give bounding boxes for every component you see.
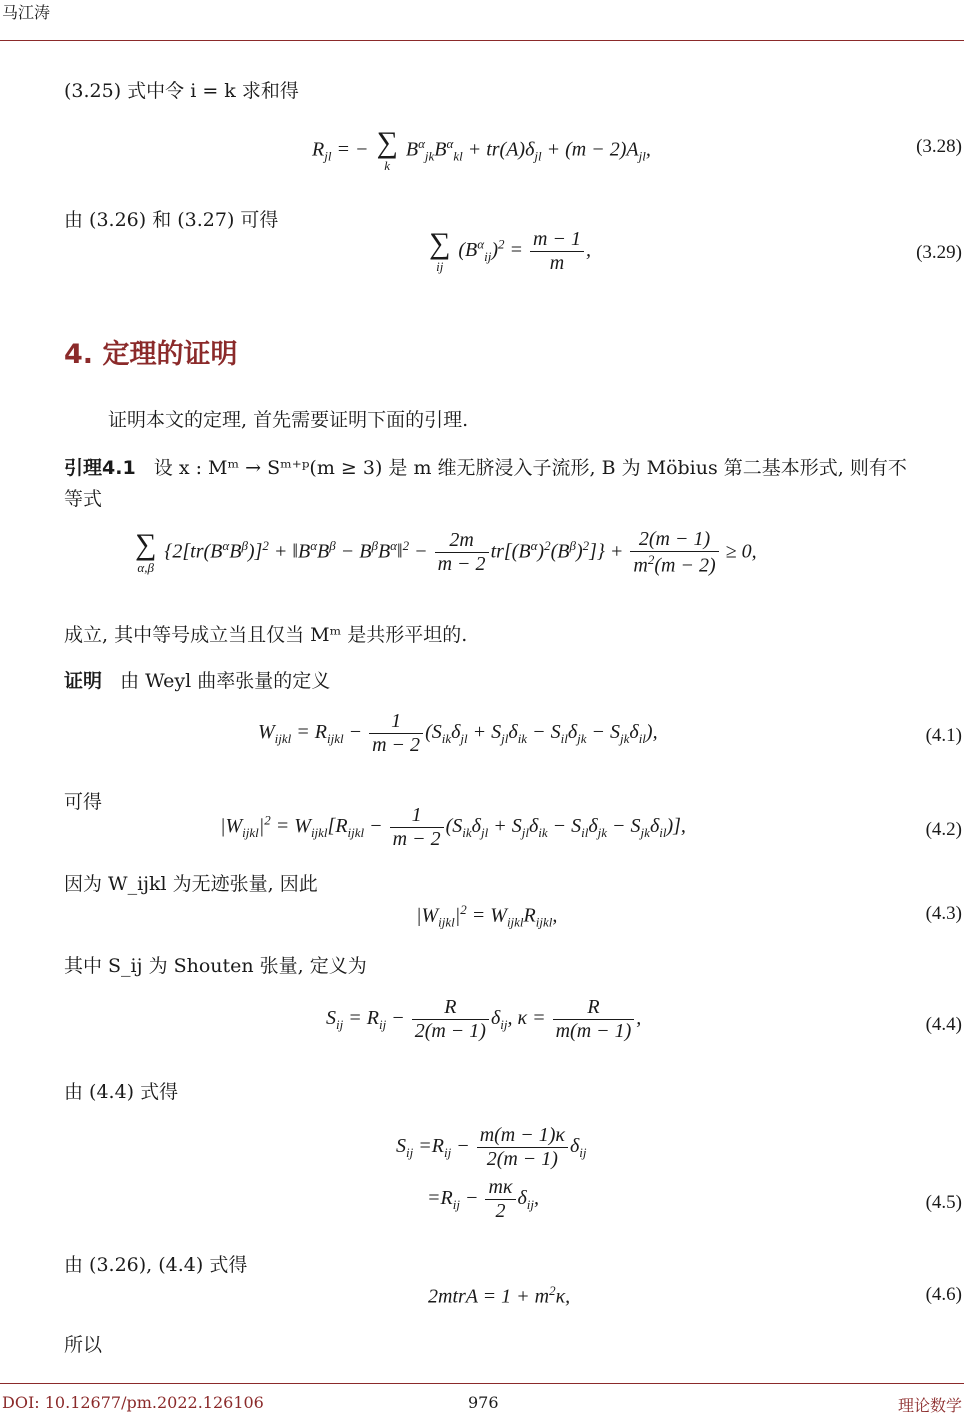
equation-number: (4.1) bbox=[925, 725, 962, 746]
equation-number: (4.5) bbox=[925, 1192, 962, 1213]
equation-3-29: ∑ ij $(B^\alpha_{ij})^2$ = $\frac{m - 1}{m}$ , bbox=[429, 226, 591, 274]
equation-4-3: $|W_{ijkl}|^2 = W_{ijkl}R_{ijkl}$, bbox=[416, 902, 558, 930]
text-line: (3.25) 式中令 i = k 求和得 bbox=[64, 80, 299, 102]
equation-number: (3.28) bbox=[916, 136, 962, 157]
footer-page-number: 976 bbox=[468, 1393, 499, 1412]
text-line: 等式 bbox=[64, 488, 103, 510]
footer-rule bbox=[0, 1383, 964, 1384]
equation-number: (4.2) bbox=[925, 819, 962, 840]
equation-number: (4.4) bbox=[925, 1014, 962, 1035]
equation-number: (4.3) bbox=[925, 903, 962, 924]
footer-doi: DOI: 10.12677/pm.2022.126106 bbox=[2, 1393, 264, 1412]
proof-text: 由 Weyl 曲率张量的定义 bbox=[120, 670, 331, 692]
text-line: 成立, 其中等号成立当且仅当 Mᵐ 是共形平坦的. bbox=[64, 624, 468, 646]
proof-label: 证明 bbox=[64, 670, 103, 692]
equation-4-5-line2: $=R_{ij}$ − $\frac{m\kappa}{2}$ $\delta_{ij}$, bbox=[427, 1176, 540, 1222]
equation-4-6: 2mtrA = $1 + m^2\kappa$, bbox=[428, 1283, 571, 1308]
section-heading: 4. 定理的证明 bbox=[64, 339, 238, 370]
text-line: 所以 bbox=[64, 1334, 103, 1356]
text-line: 因为 W_ijkl 为无迹张量, 因此 bbox=[64, 873, 318, 895]
lemma-line bbox=[64, 453, 907, 480]
header-rule bbox=[0, 40, 964, 41]
text-line: 可得 bbox=[64, 791, 103, 813]
text-line: 证明本文的定理, 首先需要证明下面的引理. bbox=[108, 409, 469, 431]
text-line: 由 (4.4) 式得 bbox=[64, 1081, 179, 1103]
sum-symbol: ∑ k bbox=[376, 126, 398, 173]
equation-4-2: $|W_{ijkl}|^2 = W_{ijkl}[R_{ijkl}$ − $\frac{1}{m - 2}$ $(S_{ik}\delta_{jl} + S_{jl}\delta_{ik} - S_{il}\delta_{jk} - S_{jk}\delta_{il})$], bbox=[220, 804, 686, 850]
equation-number: (3.29) bbox=[916, 242, 962, 263]
text-line: 其中 S_ij 为 Shouten 张量, 定义为 bbox=[64, 955, 367, 977]
equation-4-1: $W_{ijkl} = R_{ijkl}$ − $\frac{1}{m - 2}$ $(S_{ik}\delta_{jl} + S_{jl}\delta_{ik} - S_{il}\delta_{jk} - S_{jk}\delta_{il})$, bbox=[258, 710, 658, 756]
equation-4-4: $S_{ij} = R_{ij}$ − $\frac{R}{2(m - 1)}$ $\delta_{ij}$, κ = $\frac{R}{m(m - 1)}$ , bbox=[326, 996, 642, 1042]
footer-journal: 理论数学 bbox=[897, 1396, 962, 1415]
text-line: 由 (3.26) 和 (3.27) 可得 bbox=[64, 209, 279, 231]
proof-line bbox=[64, 666, 330, 693]
lemma-text: 设 x : Mᵐ → Sᵐ⁺ᵖ(m ≥ 3) 是 m 维无脐浸入子流形, B 为 Möbius 第二基本形式, 则有不 bbox=[153, 457, 907, 479]
text-line: 由 (3.26), (4.4) 式得 bbox=[64, 1254, 248, 1276]
equation-4-5-line1: $S_{ij} =R_{ij}$ − $\frac{m(m - 1)\kappa}{2(m - 1)}$ $\delta_{ij}$ bbox=[396, 1124, 587, 1170]
lemma-label: 引理4.1 bbox=[64, 457, 136, 479]
equation-number: (4.6) bbox=[925, 1284, 962, 1305]
lemma-inequality: ∑ α,β {$2[tr(B^\alpha B^\beta)]^2$ + $‖B^\alpha B^\beta$ − $B^\beta B^\alpha‖^2$ − $\frac{2m}{m - 2}$ $tr[(B^\alpha)^2(B^\beta)^2]$} + $\frac{2(m - 1)}{m^2(m - 2)}$ ≥ 0, bbox=[135, 527, 757, 577]
equation-3-28: $R_{jl}$ = − ∑ k $B^\alpha_{jk}B^\alpha_{kl} + tr(A)\delta_{jl} + (m - 2)A_{jl}$, bbox=[312, 126, 651, 173]
running-header-author: 马江涛 bbox=[2, 3, 51, 22]
